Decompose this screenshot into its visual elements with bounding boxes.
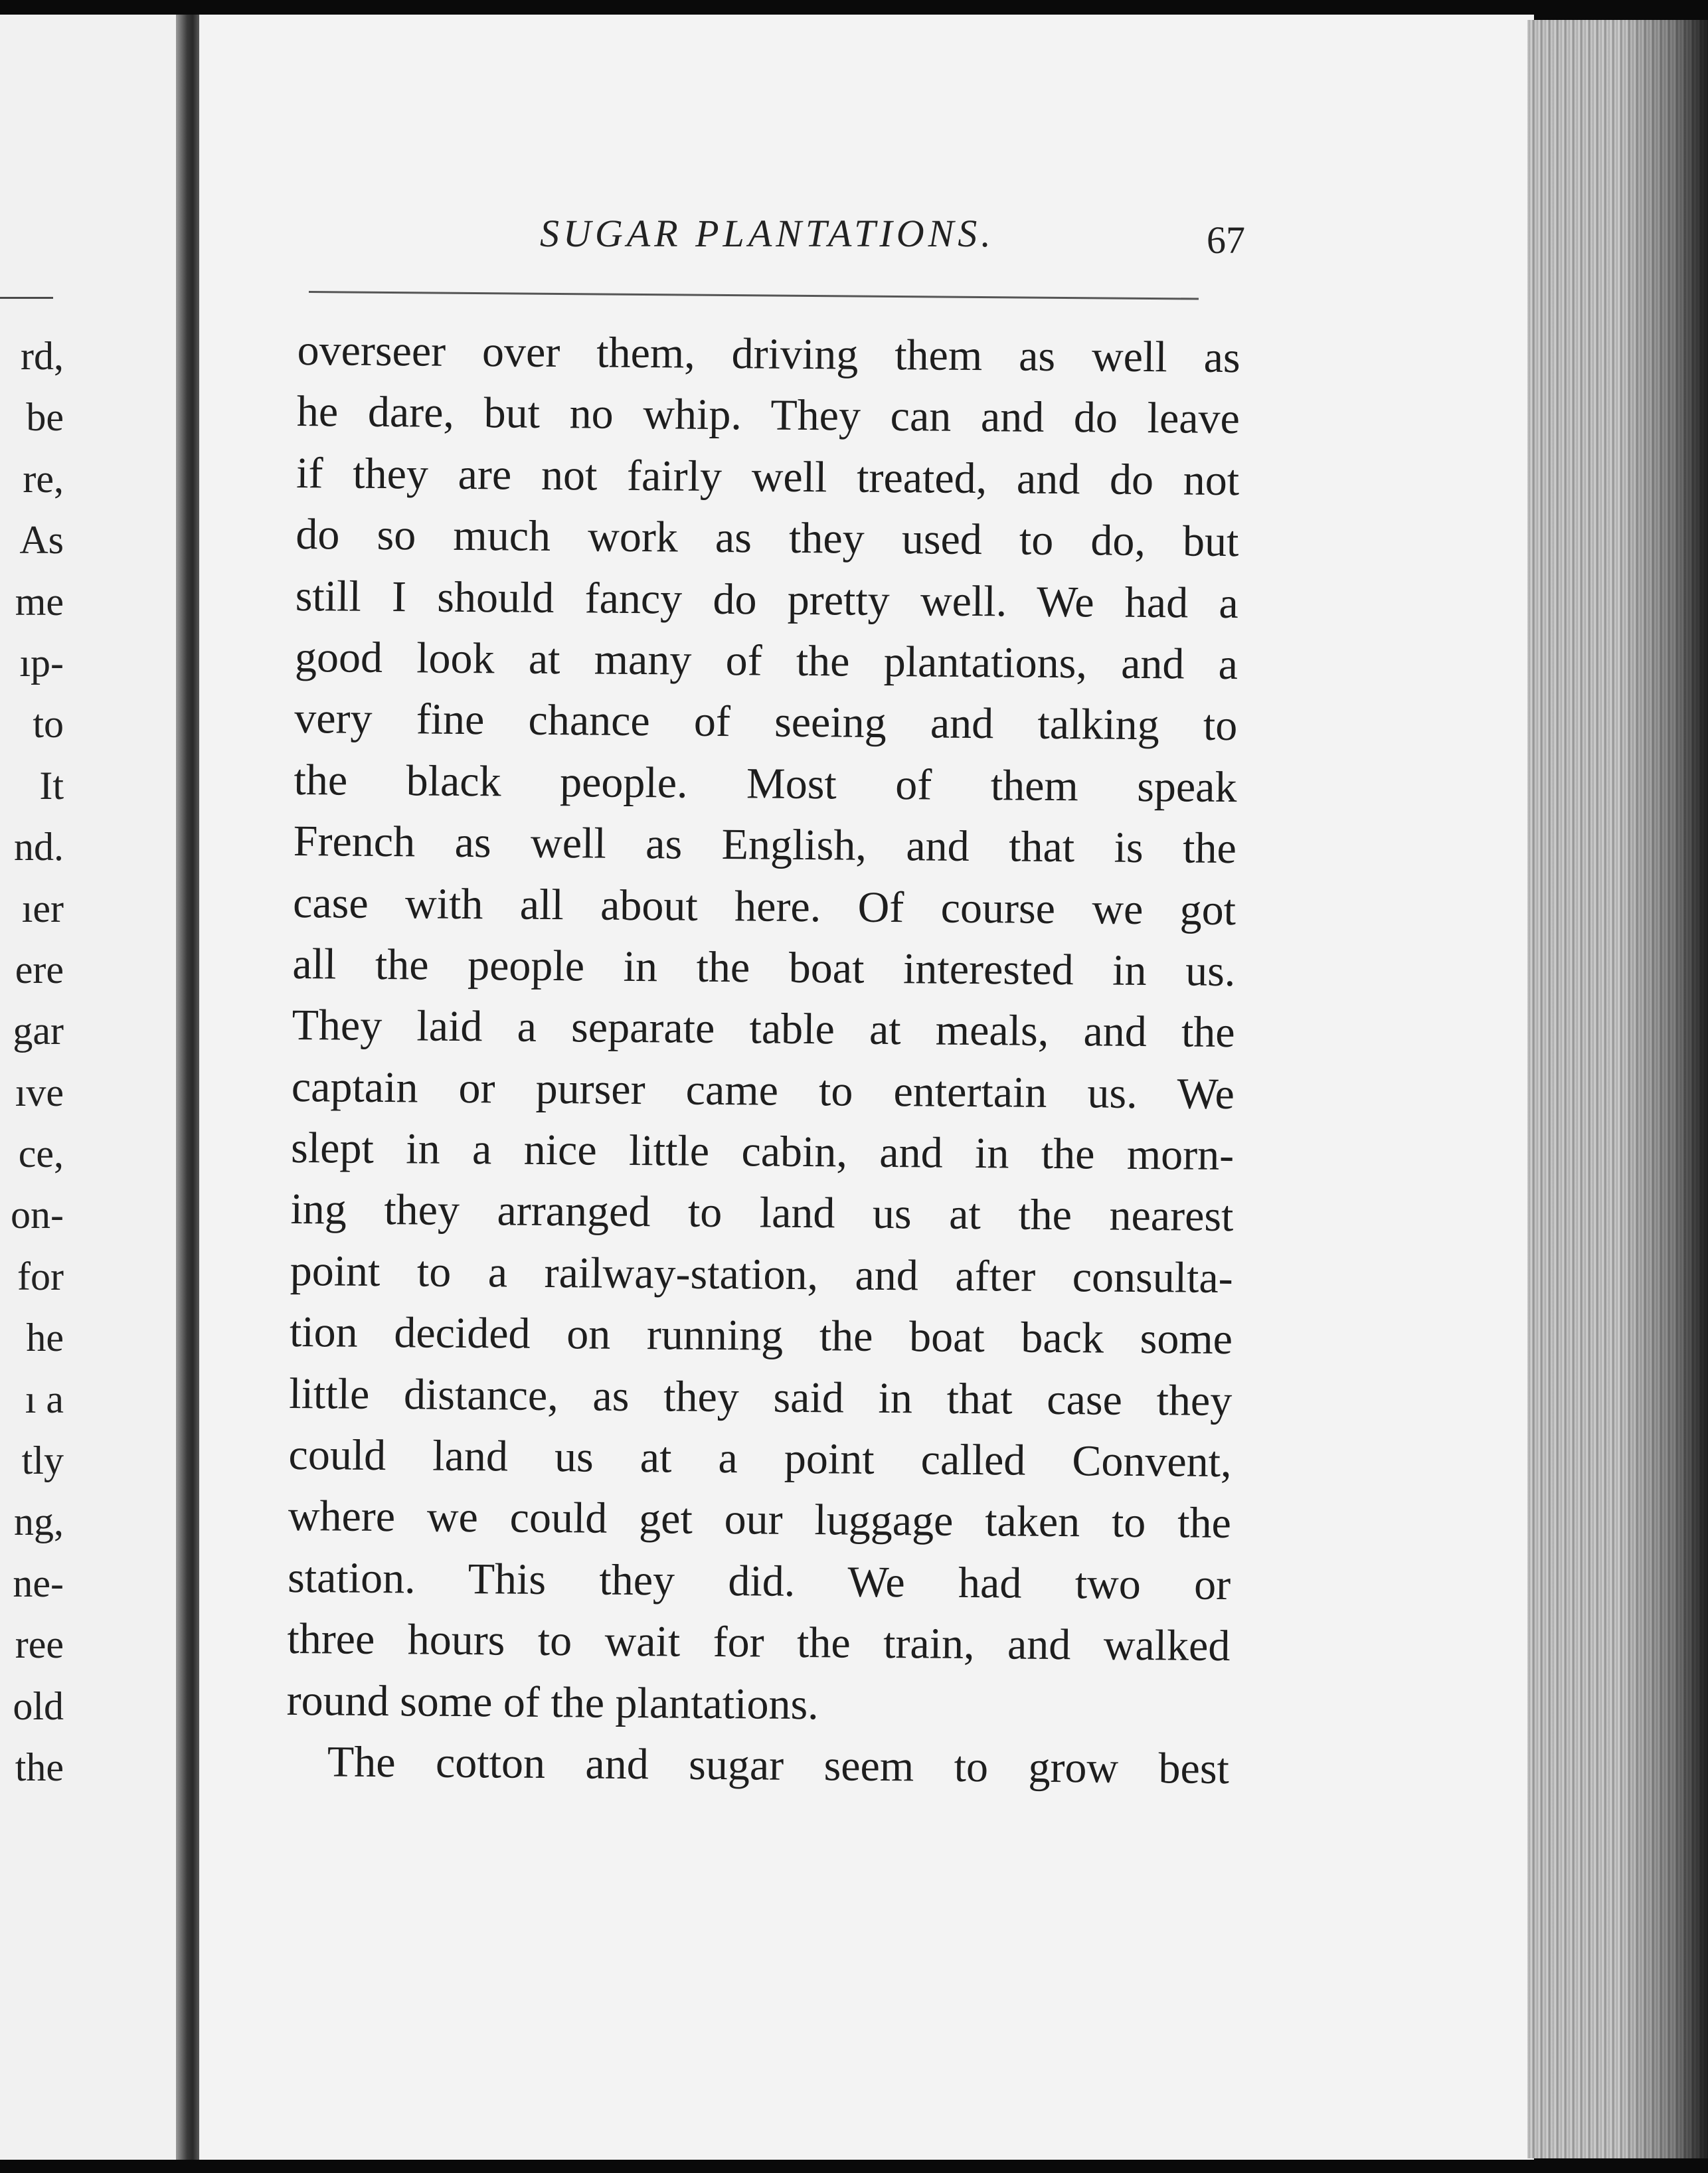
page-edges-shadow [1620, 20, 1708, 2158]
scan-border-bottom [0, 2160, 1708, 2173]
text-line: do so much work as they used to do, but [296, 510, 1239, 566]
left-line: ıp- [19, 640, 64, 685]
text-line: overseer over them, driving them as well as [297, 325, 1240, 383]
left-line: ere [15, 947, 64, 992]
left-line: to [33, 702, 64, 746]
left-line: As [19, 518, 64, 563]
text-line: where we could get our luggage taken to the [288, 1492, 1232, 1548]
left-line: the [15, 1745, 64, 1789]
text-line: if they are not fairly well treated, and do not [296, 448, 1240, 505]
facing-page-left [0, 15, 181, 2164]
text-line: slept in a nice little cabin, and in the morn- [290, 1124, 1235, 1180]
text-line: very fine chance of seeing and talking to [294, 694, 1238, 750]
left-line: re, [23, 456, 64, 501]
body-text [286, 320, 1240, 1800]
text-line: They laid a separate table at meals, and the [292, 1001, 1235, 1057]
text-line: the black people. Most of them speak [294, 755, 1237, 812]
left-line: ıve [15, 1070, 64, 1114]
left-line: he [26, 1316, 64, 1360]
scan-border-top [0, 0, 1708, 16]
text-line: point to a railway-station, and after consulta- [290, 1246, 1234, 1302]
left-line: old [13, 1684, 64, 1728]
left-line: ree [15, 1622, 64, 1667]
text-line-paragraph-end: round some of the plantations. [286, 1676, 819, 1729]
left-page-line-endings [0, 325, 64, 1798]
text-line: still I should fancy do pretty well. We had a [295, 571, 1238, 628]
text-line: captain or purser came to entertain us. We [291, 1062, 1235, 1118]
left-line: rd, [21, 334, 64, 378]
left-line: ce, [18, 1132, 64, 1176]
text-line-new-paragraph: The cotton and sugar seem to grow best [327, 1737, 1230, 1794]
page-number: 67 [1207, 218, 1245, 262]
left-line: ı a [25, 1377, 64, 1421]
left-line: ne- [13, 1561, 64, 1605]
text-line: he dare, but no whip. They can and do leave [296, 387, 1240, 444]
text-line: little distance, as they said in that case they [289, 1369, 1233, 1425]
left-line: for [17, 1254, 64, 1298]
left-line: ng, [14, 1500, 64, 1544]
left-line: ıer [21, 886, 64, 930]
left-line: be [26, 395, 64, 440]
running-head-title: SUGAR PLANTATIONS. [540, 212, 995, 255]
text-line: station. This they did. We had two or [287, 1553, 1231, 1609]
left-page-head-rule [0, 297, 53, 299]
left-line: It [39, 763, 64, 808]
text-line: French as well as English, and that is the [293, 817, 1237, 873]
left-line: tly [21, 1438, 64, 1483]
text-line: ing they arranged to land us at the nearest [290, 1185, 1234, 1241]
text-line: tion decided on running the boat back some [289, 1308, 1233, 1364]
text-line: case with all about here. Of course we got [292, 878, 1237, 934]
text-line: all the people in the boat interested in us. [292, 939, 1236, 996]
left-line: nd. [14, 825, 64, 869]
left-line: me [15, 579, 64, 624]
left-line: on- [11, 1193, 64, 1237]
left-line: gar [13, 1009, 64, 1053]
text-line: three hours to wait for the train, and walked [287, 1614, 1231, 1671]
running-head [349, 211, 1345, 271]
text-line: good look at many of the plantations, and a [294, 632, 1238, 689]
text-line: could land us at a point called Convent, [288, 1430, 1232, 1487]
